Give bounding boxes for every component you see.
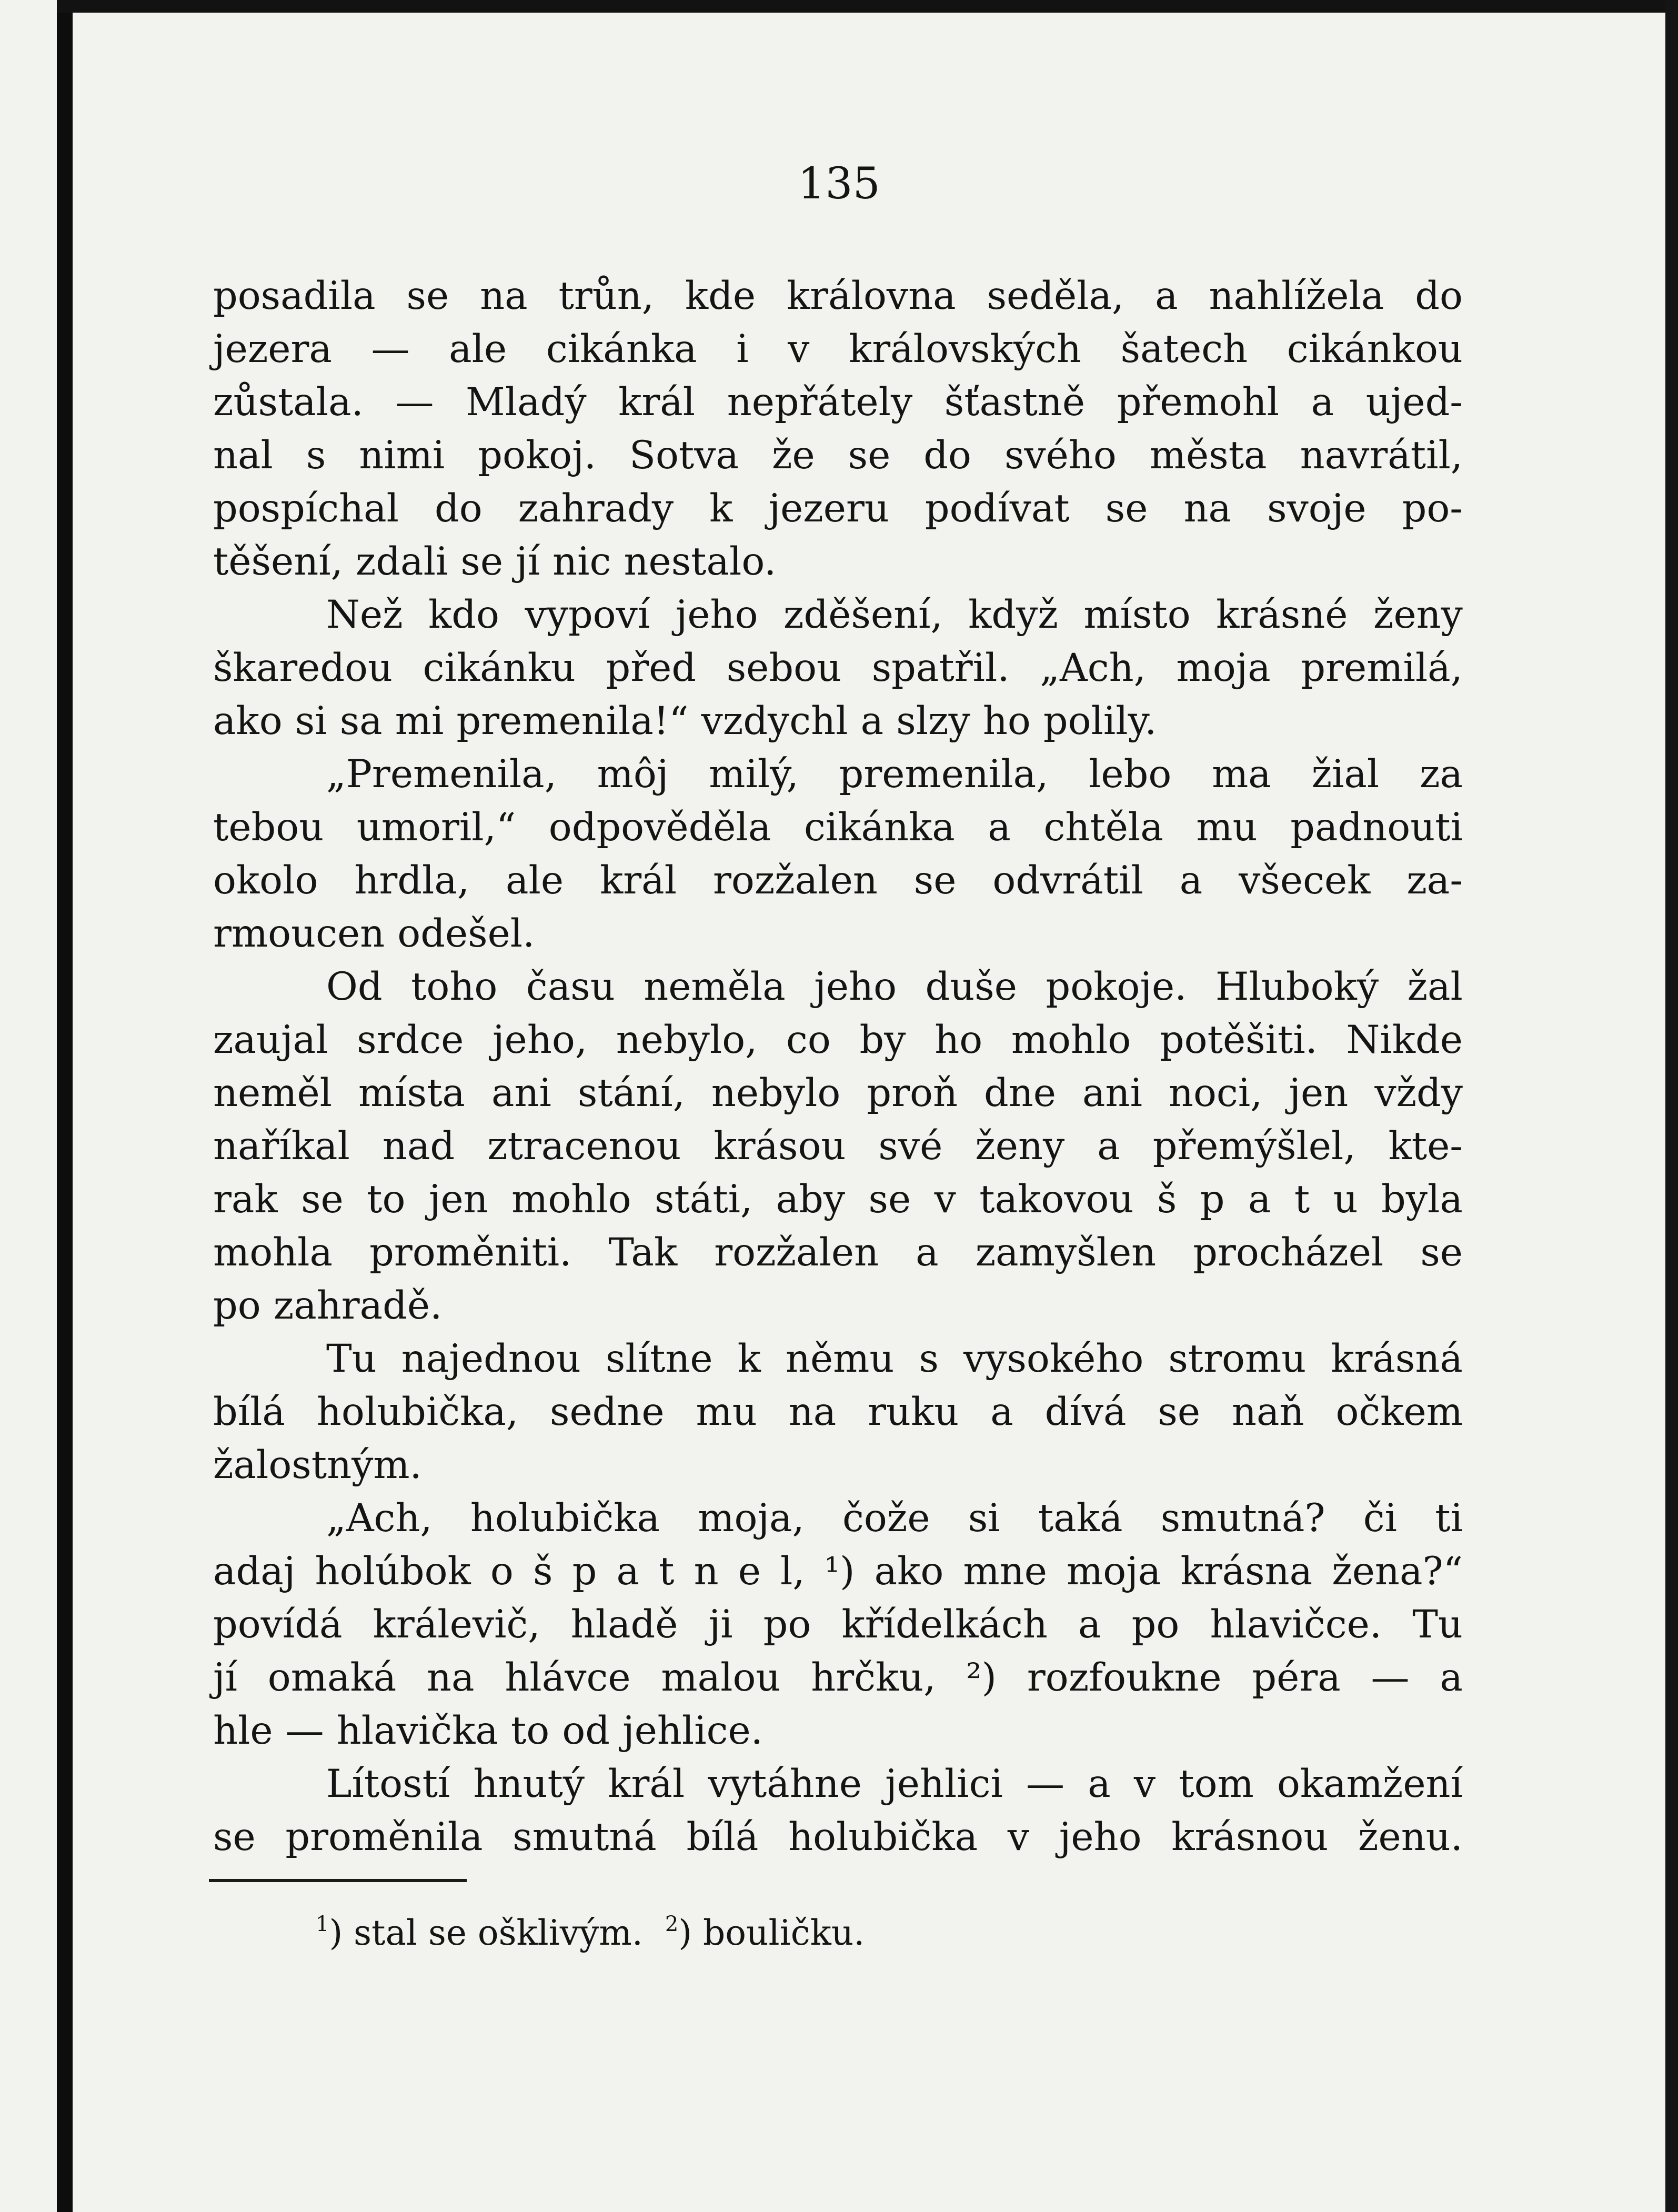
text-line: rmoucen odešel. <box>213 911 535 956</box>
text-line: adaj holúbok o š p a t n e l, ¹) ako mne moja krásna žena?“ <box>213 1549 1463 1594</box>
text-line: mohla proměniti. Tak rozžalen a zamyšlen procházel se <box>213 1230 1463 1275</box>
text-line: těšení, zdali se jí nic nestalo. <box>213 539 777 584</box>
text-line: „Ach, holubička moja, čože si taká smutná? či ti <box>326 1496 1463 1541</box>
body-text <box>213 269 1463 1864</box>
footnote-separator <box>209 1879 467 1882</box>
scan-border-left <box>57 0 73 2212</box>
text-line: posadila se na trůn, kde královna seděla, a nahlížela do <box>213 274 1463 318</box>
footnote-mark-2: 2 <box>665 1912 679 1936</box>
text-line: Tu najednou slítne k němu s vysokého stromu krásná <box>326 1336 1463 1381</box>
page-number: 135 <box>798 159 880 209</box>
text-line: rak se to jen mohlo státi, aby se v takovou š p a t u byla <box>213 1177 1463 1222</box>
text-line: žalostným. <box>213 1443 422 1487</box>
text-line: tebou umoril,“ odpověděla cikánka a chtěla mu padnouti <box>213 805 1463 850</box>
text-line: Od toho času neměla jeho duše pokoje. Hluboký žal <box>326 964 1463 1009</box>
text-line: pospíchal do zahrady k jezeru podívat se na svoje po- <box>213 486 1463 531</box>
text-line: po zahradě. <box>213 1283 443 1328</box>
text-line: naříkal nad ztracenou krásou své ženy a přemýšlel, kte- <box>213 1124 1463 1169</box>
footnote-text-1: ) stal se ošklivým. <box>329 1913 643 1953</box>
text-line: Lítostí hnutý král vytáhne jehlici — a v tom okamžení <box>326 1762 1463 1806</box>
text-line: se proměnila smutná bílá holubička v jeho krásnou ženu. <box>213 1815 1463 1859</box>
scan-border-right <box>1665 0 1678 2212</box>
footnote <box>316 1901 865 1957</box>
scan-border-top <box>57 0 1678 13</box>
footnote-text-2: ) bouličku. <box>678 1913 865 1953</box>
text-line: hle — hlavička to od jehlice. <box>213 1708 763 1753</box>
text-line: „Premenila, môj milý, premenila, lebo ma žial za <box>326 752 1463 797</box>
text-line: Než kdo vypoví jeho zděšení, když místo krásné ženy <box>326 592 1463 637</box>
text-line: škaredou cikánku před sebou spatřil. „Ach, moja premilá, <box>213 646 1463 690</box>
text-line: jezera — ale cikánka i v královských šatech cikánkou <box>213 327 1463 371</box>
footnote-mark-1: 1 <box>316 1912 329 1936</box>
text-line: neměl místa ani stání, nebylo proň dne ani noci, jen vždy <box>213 1071 1463 1115</box>
text-line: ako si sa mi premenila!“ vzdychl a slzy ho polily. <box>213 699 1157 743</box>
text-line: bílá holubička, sedne mu na ruku a dívá se naň očkem <box>213 1390 1463 1434</box>
text-line: povídá králevič, hladě ji po křídelkách a po hlavičce. Tu <box>213 1602 1463 1647</box>
text-line: nal s nimi pokoj. Sotva že se do svého města navrátil, <box>213 433 1463 478</box>
text-line: zůstala. — Mladý král nepřátely šťastně přemohl a ujed- <box>213 380 1463 425</box>
text-line: jí omaká na hlávce malou hrčku, ²) rozfoukne péra — a <box>213 1655 1463 1700</box>
text-line: zaujal srdce jeho, nebylo, co by ho mohlo potěšiti. Nikde <box>213 1018 1463 1062</box>
text-line: okolo hrdla, ale král rozžalen se odvrátil a všecek za- <box>213 858 1463 903</box>
